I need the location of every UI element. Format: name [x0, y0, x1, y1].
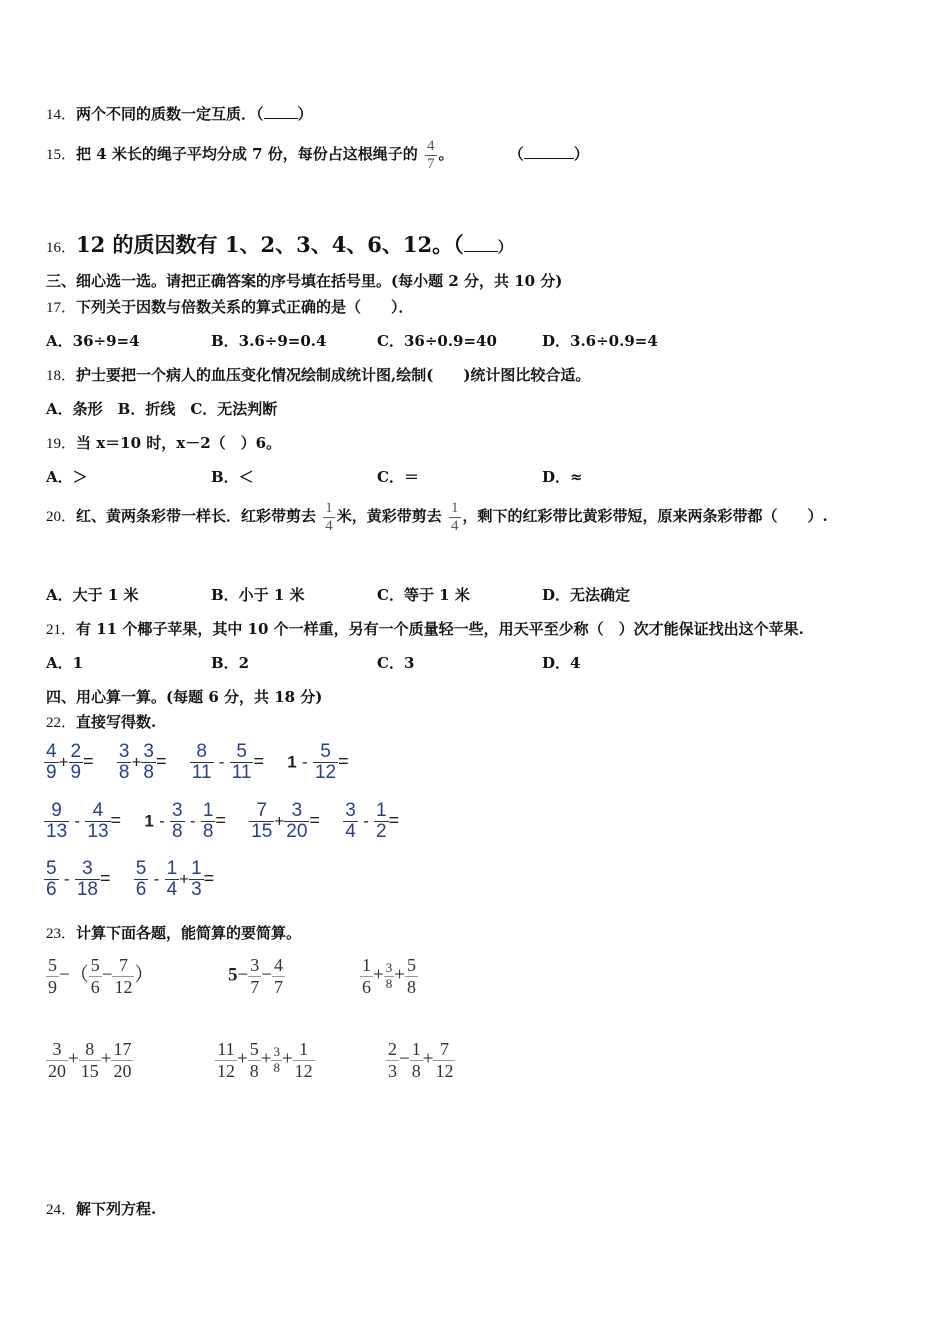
fraction: $\frac{5}{12}$: [314, 741, 337, 783]
question-23: [46, 922, 301, 943]
fraction: $\frac{11}{12}$: [217, 1039, 235, 1081]
fraction: $\frac{1}{4}$: [325, 500, 333, 534]
section-3-title: 三、细心选一选。请把正确答案的序号填在括号里。(每小题 2 分，共 10 分): [46, 272, 563, 290]
fraction: $\frac{4}{7}$: [427, 138, 435, 172]
q23-expr-1: $\frac{5}{9}$ −（ $\frac{5}{6}$ − $\frac{7}{12}$ ）: [48, 955, 154, 997]
fraction: $\frac{3}{18}$: [76, 858, 98, 900]
q22-row-3: $\frac{5}{6}$ - $\frac{3}{18}$ = $\frac{5}{6}$ - $\frac{1}{4}$ + $\frac{1}{3}$ =: [46, 858, 215, 900]
option-d[interactable]: D．4: [542, 654, 581, 672]
question-number: 15．: [46, 147, 77, 163]
fraction: $\frac{5}{11}$: [231, 741, 252, 783]
option-c[interactable]: C．＝: [377, 468, 419, 486]
question-21: [46, 618, 804, 639]
question-number: 19．: [46, 436, 77, 452]
fraction: $\frac{1}{4}$: [166, 858, 178, 900]
question-16: 16．12 的质因数有 1、2、3、4、6、12。（ ）: [46, 232, 513, 257]
question-number: 17．: [46, 300, 77, 316]
fraction: $\frac{2}{9}$: [70, 741, 82, 783]
question-14: 14．两个不同的质数一定互质．（ ）: [46, 105, 313, 123]
fraction: $\frac{8}{11}$: [191, 741, 212, 783]
question-text: 直接写得数.: [76, 713, 157, 731]
q22-row-1: $\frac{4}{9}$ + $\frac{2}{9}$ = $\frac{3}{8}$ + $\frac{3}{8}$ = $\frac{8}{11}$ - $\frac{5}{11}$ = 1 - $\frac{5}{12}$ =: [46, 741, 349, 783]
option-a[interactable]: A．大于 1 米: [46, 586, 139, 604]
q23-expr-4: $\frac{3}{20}$ + $\frac{8}{15}$ + $\frac{17}{20}$: [48, 1039, 132, 1081]
fraction: $\frac{1}{3}$: [191, 858, 202, 900]
fraction: $\frac{5}{6}$: [90, 955, 100, 997]
question-20: 20．红、黄两条彩带一样长．红彩带剪去 $\frac{1}{4}$ 米，黄彩带剪去 $\frac{1}{4}$ ，剩下的红彩带比黄彩带短，原来两条彩带都（ ）.: [46, 500, 828, 534]
question-number: 24．: [46, 1202, 77, 1218]
fraction: $\frac{3}{8}$: [273, 1043, 280, 1075]
question-text: 红、黄两条彩带一样长．红彩带剪去: [76, 507, 317, 525]
q23-expr-5: $\frac{11}{12}$ + $\frac{5}{8}$ + $\frac{3}{8}$ + $\frac{1}{12}$: [217, 1039, 313, 1081]
q23-expr-2: 5− $\frac{3}{7}$ − $\frac{4}{7}$: [228, 955, 283, 997]
fraction: $\frac{4}{13}$: [87, 800, 109, 842]
question-text: 有 11 个椰子苹果，其中 10 个一样重，另有一个质量轻一些，用天平至少称（ ）次才能保证找出这个苹果.: [76, 620, 804, 638]
option-b[interactable]: B．3.6÷9=0.4: [211, 332, 327, 350]
option-a[interactable]: A．1: [46, 654, 84, 672]
question-number: 22．: [46, 715, 77, 731]
answer-blank[interactable]: [264, 106, 298, 119]
question-text: 把 4 米长的绳子平均分成 7 份，每份占这根绳子的: [76, 145, 418, 163]
option-c[interactable]: C．3: [377, 654, 415, 672]
q23-expr-3: $\frac{1}{6}$ + $\frac{3}{8}$ + $\frac{5}{8}$: [362, 955, 416, 997]
fraction: $\frac{3}{4}$: [345, 800, 356, 842]
option-b[interactable]: B．小于 1 米: [211, 586, 305, 604]
fraction: $\frac{3}{8}$: [118, 741, 130, 783]
fraction: $\frac{2}{3}$: [388, 1039, 397, 1081]
question-24: [46, 1198, 156, 1219]
option-b[interactable]: B．＜: [211, 468, 254, 486]
option-b[interactable]: B．2: [211, 654, 250, 672]
question-15: 15．把 4 米长的绳子平均分成 7 份，每份占这根绳子的 $\frac{4}{7}$ 。 （ ）: [46, 138, 589, 172]
question-number: 14．: [46, 107, 77, 123]
fraction: $\frac{8}{15}$: [80, 1039, 99, 1081]
question-number: 20．: [46, 509, 77, 525]
question-19: [46, 432, 281, 453]
option-d[interactable]: D．≈: [542, 468, 583, 486]
option-a[interactable]: A．36÷9=4: [46, 332, 140, 350]
question-text: 护士要把一个病人的血压变化情况绘制成统计图,绘制( )统计图比较合适。: [76, 366, 591, 384]
fraction: $\frac{1}{2}$: [376, 800, 387, 842]
fraction: $\frac{5}{8}$: [406, 955, 416, 997]
fraction: $\frac{3}{8}$: [172, 800, 183, 842]
question-text: 计算下面各题，能简算的要简算。: [76, 924, 302, 942]
question-number: 18．: [46, 368, 77, 384]
answer-blank[interactable]: [464, 239, 498, 252]
question-number: 23．: [46, 926, 77, 942]
fraction: $\frac{1}{8}$: [411, 1039, 421, 1081]
fraction: $\frac{9}{13}$: [46, 800, 68, 842]
fraction: $\frac{1}{8}$: [202, 800, 214, 842]
fraction: $\frac{1}{12}$: [294, 1039, 313, 1081]
option-c[interactable]: C．36÷0.9=40: [377, 332, 497, 350]
question-number: 21．: [46, 622, 77, 638]
q23-expr-6: $\frac{2}{3}$ − $\frac{1}{8}$ + $\frac{7}{12}$: [388, 1039, 454, 1081]
question-text: 当 x＝10 时，x－2（ ）6。: [76, 434, 282, 452]
fraction: $\frac{4}{9}$: [46, 741, 57, 783]
answer-blank[interactable]: [524, 146, 574, 159]
fraction: $\frac{5}{6}$: [46, 858, 57, 900]
fraction: $\frac{17}{20}$: [113, 1039, 132, 1081]
q22-row-2: $\frac{9}{13}$ - $\frac{4}{13}$ = 1 - $\frac{3}{8}$ - $\frac{1}{8}$ = $\frac{7}{15}$ + $\frac{3}{20}$ = $\frac{3}{4}$ - $\frac{1}{2}$ =: [46, 800, 400, 842]
section-4-title: 四、用心算一算。(每题 6 分，共 18 分): [46, 688, 323, 706]
fraction: $\frac{7}{12}$: [114, 955, 133, 997]
question-text: 解下列方程.: [76, 1200, 157, 1218]
option-d[interactable]: D．无法确定: [542, 586, 631, 604]
options[interactable]: A．条形 B．折线 C．无法判断: [46, 400, 278, 418]
question-22: [46, 711, 156, 732]
option-d[interactable]: D．3.6÷0.9=4: [542, 332, 658, 350]
fraction: $\frac{5}{8}$: [249, 1039, 259, 1081]
fraction: $\frac{3}{20}$: [48, 1039, 66, 1081]
fraction: $\frac{1}{6}$: [362, 955, 371, 997]
question-text: 下列关于因数与倍数关系的算式正确的是（ ）．: [76, 298, 414, 316]
fraction: $\frac{3}{8}$: [143, 741, 154, 783]
fraction: $\frac{4}{7}$: [273, 955, 283, 997]
question-text: 12 的质因数有 1、2、3、4、6、12。（: [76, 232, 464, 257]
option-c[interactable]: C．等于 1 米: [377, 586, 470, 604]
fraction: $\frac{1}{4}$: [451, 500, 459, 534]
question-18: [46, 364, 590, 385]
fraction: $\frac{3}{8}$: [385, 959, 393, 991]
question-number: 16．: [46, 240, 77, 256]
fraction: $\frac{3}{7}$: [250, 955, 260, 997]
question-17: [46, 296, 414, 317]
question-text: 两个不同的质数一定互质．（: [76, 105, 264, 123]
fraction: $\frac{5}{6}$: [135, 858, 147, 900]
fraction: $\frac{5}{9}$: [48, 955, 57, 997]
fraction: $\frac{7}{12}$: [435, 1039, 454, 1081]
fraction: $\frac{3}{20}$: [286, 800, 308, 842]
fraction: $\frac{7}{15}$: [251, 800, 273, 842]
option-a[interactable]: A．＞: [46, 468, 88, 486]
